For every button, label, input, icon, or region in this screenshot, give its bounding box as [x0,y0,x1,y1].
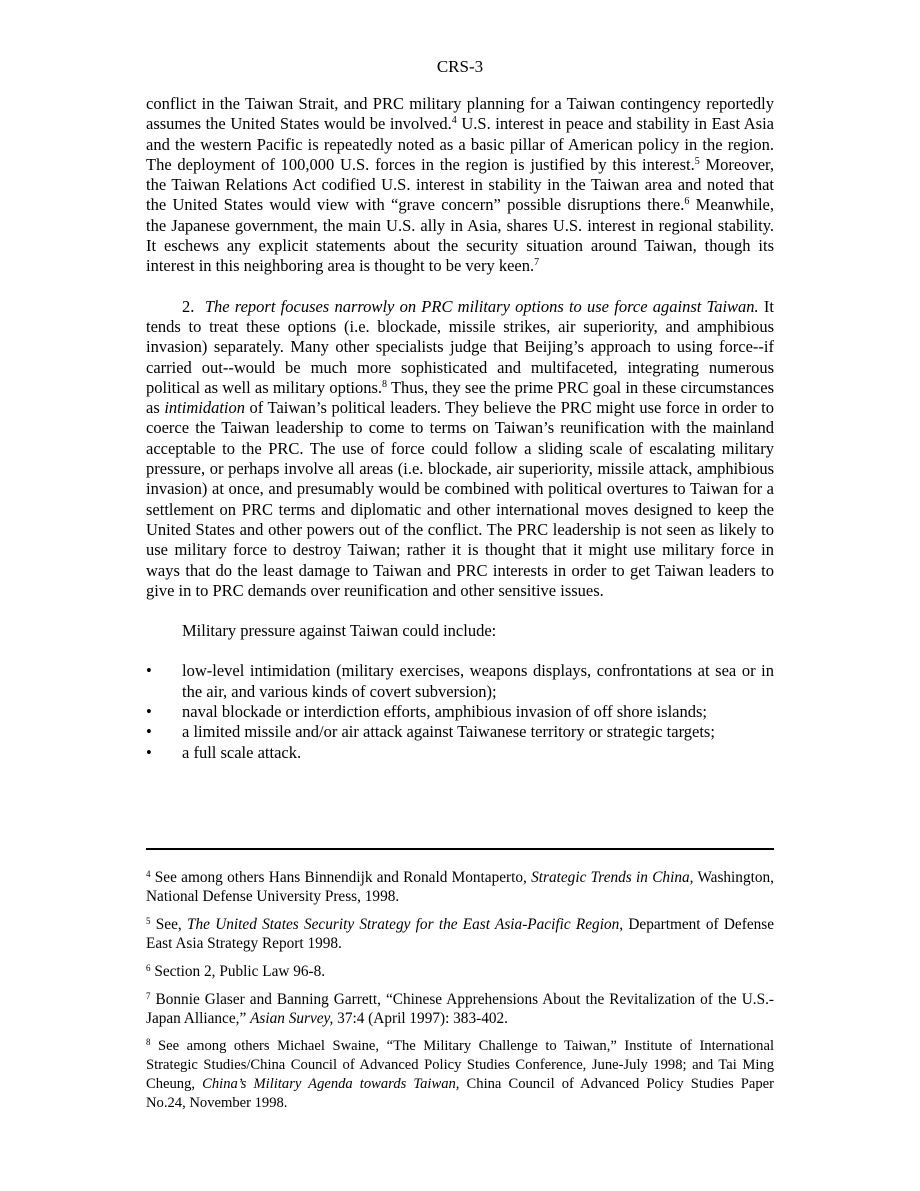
footnote-separator [146,848,774,850]
footnote-6: $^6$ Section 2, Public Law 96-8. [146,963,326,980]
footnote-7: $^7$ Bonnie Glaser and Banning Garrett, “Chinese Apprehensions About the Revitalization of the U.S.-Japan Alliance,” Asian Survey, 37:4 (April 1997): 383-402. [146,991,774,1027]
bullet-list [146,661,774,762]
footnote-4: $^4$ See among others Hans Binnendijk and Ronald Montaperto, Strategic Trends in China, Washington, National Defense University Press, 1998. [146,869,774,905]
footnotes [146,868,774,1122]
footnote-5: $^5$ See, The United States Security Strategy for the East Asia-Pacific Region, Department of Defense East Asia Strategy Report 1998. [146,916,774,952]
paragraph-3: Military pressure against Taiwan could include: [182,621,497,641]
page-number-header: CRS-3 [436,57,484,76]
paragraph-lead: The report focuses narrowly on PRC military options to use force against Taiwan. [204,296,759,316]
list-item: • naval blockade or interdiction efforts, amphibious invasion of off shore islands; [146,702,707,722]
bullet-icon: • [146,702,152,722]
bullet-icon: • [146,661,152,681]
list-item: • low-level intimidation (military exercises, weapons displays, confrontations at sea or in the air, and various kinds of covert subversion); [146,661,774,701]
emphasis-word: intimidation [164,398,245,418]
paragraph-2: 2. The report focuses narrowly on PRC military options to use force against Taiwan. It tends to treat these options (i.e. blockade, missile strikes, air superiority, and amphibious invasion) separately. Many other specialists judge that Beijing’s approach to using force--if carried out--would be much more sophisticated and multifaceted, integrating numerous political as well as military options.$^8$ Thus, they see the prime PRC goal in these circumstances as intimidation of Taiwan’s political leaders. They believe the PRC might use force in order to coerce the Taiwan leadership to come to terms on Taiwan’s reunification with the mainland acceptable to the PRC. The use of force could follow a sliding scale of escalating military pressure, or perhaps involve all areas (i.e. blockade, air superiority, missile attack, amphibious invasion) at once, and presumably would be combined with political overtures to Taiwan for a settlement on PRC terms and diplomatic and other international moves designed to keep the United States and other powers out of the conflict. The PRC leadership is not seen as likely to use military force to destroy Taiwan; rather it is thought that it might use military force in ways that do the least damage to Taiwan and PRC interests in order to get Taiwan leaders to give in to PRC demands over reunification and other sensitive issues. [146,296,774,600]
footnote-ref-5[interactable]: 5 [694,155,700,167]
paragraph-1: conflict in the Taiwan Strait, and PRC military planning for a Taiwan contingency reportedly assumes the United States would be involved.$^4$ U.S. interest in peace and stability in East Asia and the western Pacific is repeatedly noted as a basic pillar of American policy in the region. The deployment of 100,000 U.S. forces in the region is justified by this interest.$^5$ Moreover, the Taiwan Relations Act codified U.S. interest in stability in the Taiwan area and noted that the United States would view with “grave concern” possible disruptions there.$^6$ Meanwhile, the Japanese government, the main U.S. ally in Asia, shares U.S. interest in regional stability. It eschews any explicit statements about the security situation around Taiwan, though its interest in this neighboring area is thought to be very keen.$^7$ [146,94,775,276]
list-item: • a limited missile and/or air attack against Taiwanese territory or strategic targets; [146,722,715,742]
footnote-ref-4[interactable]: 4 [451,115,457,127]
list-item: • a full scale attack. [146,742,302,762]
footnote-ref-6[interactable]: 6 [684,196,690,208]
footnote-8: $^8$ See among others Michael Swaine, “The Military Challenge to Taiwan,” Institute of International Strategic Studies/China Council of Advanced Policy Studies Conference, June-July 1998; and Tai Ming Cheung, China’s Military Agenda towards Taiwan, China Council of Advanced Policy Studies Paper No.24, November 1998. [146,1037,774,1111]
bullet-icon: • [146,722,152,742]
paragraph-number: 2. [182,296,195,316]
bullet-icon: • [146,742,152,762]
footnote-ref-7[interactable]: 7 [534,257,540,269]
footnote-ref-8[interactable]: 8 [382,378,388,390]
body-text [146,94,774,763]
